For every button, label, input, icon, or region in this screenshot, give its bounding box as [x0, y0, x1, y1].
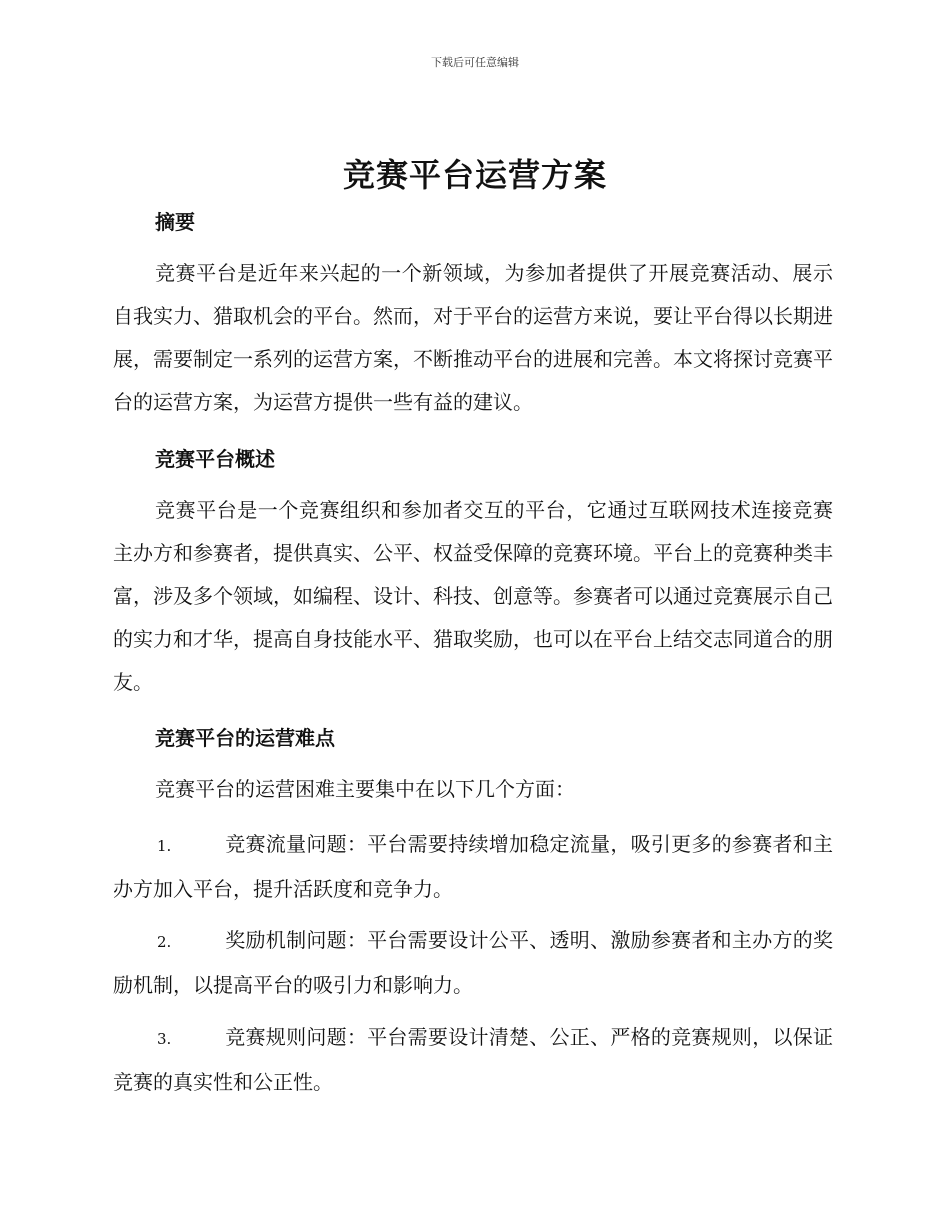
list-item-number: 1. [157, 837, 172, 855]
list-item [113, 919, 833, 1007]
overview-paragraph: 竞赛平台是一个竞赛组织和参加者交互的平台，它通过互联网技术连接竞赛主办方和参赛者，提供真实、公平、权益受保障的竞赛环境。平台上的竞赛种类丰富，涉及多个领域，如编程、设计、科技、创意等。参赛者可以通过竞赛展示自己的实力和才华，提高自身技能水平、猎取奖励，也可以在平台上结交志同道合的朋友。 [113, 498, 833, 694]
list-item-text: 竞赛流量问题：平台需要持续增加稳定流量，吸引更多的参赛者和主办方加入平台，提升活跃度和竞争力。 [113, 832, 833, 901]
abstract-paragraph: 竞赛平台是近年来兴起的一个新领域，为参加者提供了开展竞赛活动、展示自我实力、猎取机会的平台。然而，对于平台的运营方来说，要让平台得以长期进展，需要制定一系列的运营方案，不断推动平台的进展和完善。本文将探讨竞赛平台的运营方案，为运营方提供一些有益的建议。 [113, 261, 833, 414]
header-note: 下载后可任意编辑 [431, 56, 519, 69]
difficulties-intro-paragraph: 竞赛平台的运营困难主要集中在以下几个方面： [155, 777, 575, 801]
section-heading-abstract: 摘要 [155, 210, 195, 234]
section-heading-overview: 竞赛平台概述 [155, 447, 275, 471]
list-item [113, 823, 833, 911]
document-title: 竞赛平台运营方案 [342, 156, 607, 194]
list-item-number: 2. [157, 933, 172, 951]
list-item [113, 1016, 833, 1104]
list-item-number: 3. [157, 1030, 172, 1048]
list-item-text: 奖励机制问题：平台需要设计公平、透明、激励参赛者和主办方的奖励机制，以提高平台的吸引力和影响力。 [113, 928, 833, 997]
section-heading-difficulties: 竞赛平台的运营难点 [155, 726, 335, 750]
list-item-text: 竞赛规则问题：平台需要设计清楚、公正、严格的竞赛规则，以保证竞赛的真实性和公正性。 [113, 1025, 833, 1094]
